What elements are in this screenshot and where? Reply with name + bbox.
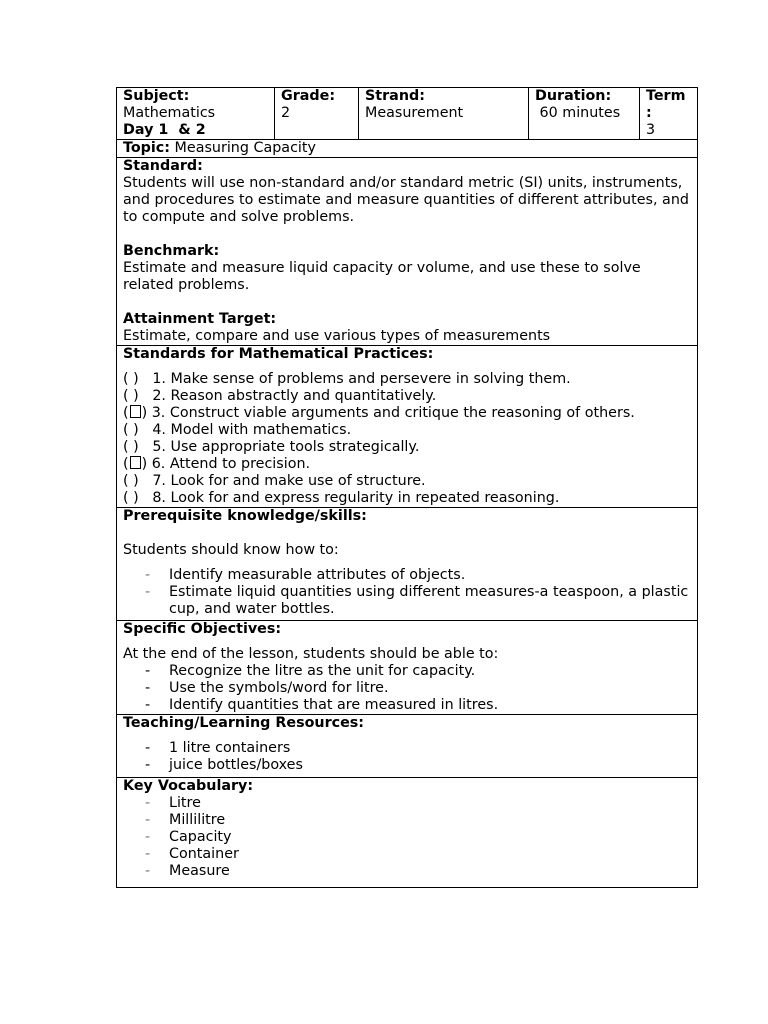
vocabulary-row	[117, 778, 698, 888]
prerequisite-label: Prerequisite knowledge/skills:	[123, 508, 367, 524]
vocabulary-list	[123, 795, 691, 880]
practice-item-checked: ( ) 3. Construct viable arguments and critique the reasoning of others.	[123, 405, 635, 421]
resources-label: Teaching/Learning Resources:	[123, 715, 365, 731]
practice-item: ( ) 2. Reason abstractly and quantitatively.	[123, 388, 437, 404]
list-item: - Capacity	[145, 829, 232, 845]
grade-value: 2	[281, 105, 291, 121]
prerequisite-list	[123, 567, 691, 618]
term-colon: :	[646, 105, 652, 121]
topic-value: Measuring Capacity	[170, 140, 316, 156]
list-item: - Identify quantities that are measured in litres.	[145, 697, 499, 713]
list-item: - juice bottles/boxes	[145, 757, 303, 773]
objectives-row	[117, 621, 698, 715]
strand-cell	[359, 88, 529, 140]
lesson-plan	[116, 87, 697, 888]
standard-label: Standard:	[123, 158, 203, 174]
strand-label: Strand:	[365, 88, 425, 104]
day-label: Day 1 & 2	[123, 122, 206, 138]
topic-row	[117, 140, 698, 158]
checkbox-icon	[130, 405, 141, 418]
subject-label: Subject:	[123, 88, 190, 104]
checkbox-icon	[130, 456, 141, 469]
lesson-plan-table	[116, 87, 698, 888]
header-row	[117, 88, 698, 140]
list-item: - Use the symbols/word for litre.	[145, 680, 389, 696]
topic-label: Topic:	[123, 140, 171, 156]
practice-item: ( ) 1. Make sense of problems and persevere in solving them.	[123, 371, 571, 387]
practice-item: ( ) 4. Model with mathematics.	[123, 422, 352, 438]
duration-label: Duration:	[535, 88, 612, 104]
objectives-intro: At the end of the lesson, students should be able to:	[123, 646, 499, 662]
duration-cell	[529, 88, 640, 140]
list-item: - 1 litre containers	[145, 740, 291, 756]
term-cell	[640, 88, 698, 140]
practices-label: Standards for Mathematical Practices:	[123, 346, 434, 362]
term-label: Term	[646, 88, 686, 104]
list-item: - Millilitre	[145, 812, 226, 828]
prerequisite-intro: Students should know how to:	[123, 542, 339, 558]
grade-label: Grade:	[281, 88, 336, 104]
standard-text: Students will use non-standard and/or standard metric (SI) units, instruments, and procedures to estimate and measure quantities of different attributes, and to compute and solve problems.	[123, 175, 689, 225]
practice-item-checked: ( ) 6. Attend to precision.	[123, 456, 311, 472]
attainment-text: Estimate, compare and use various types of measurements	[123, 328, 551, 344]
subject-value: Mathematics	[123, 105, 216, 121]
practice-item: ( ) 7. Look for and make use of structure.	[123, 473, 426, 489]
grade-cell	[275, 88, 359, 140]
objectives-label: Specific Objectives:	[123, 621, 282, 637]
term-value: 3	[646, 122, 656, 138]
subject-cell	[117, 88, 275, 140]
attainment-label: Attainment Target:	[123, 311, 277, 327]
benchmark-label: Benchmark:	[123, 243, 220, 259]
benchmark-text: Estimate and measure liquid capacity or volume, and use these to solve related problems.	[123, 260, 641, 293]
practice-item: ( ) 8. Look for and express regularity in repeated reasoning.	[123, 490, 560, 506]
standard-row	[117, 158, 698, 346]
prerequisite-row	[117, 508, 698, 621]
practice-item: ( ) 5. Use appropriate tools strategically.	[123, 439, 420, 455]
duration-value: 60 minutes	[535, 105, 621, 121]
practices-row	[117, 346, 698, 508]
resources-list	[123, 740, 691, 774]
list-item: - Recognize the litre as the unit for capacity.	[145, 663, 476, 679]
resources-row	[117, 715, 698, 778]
list-item: - Identify measurable attributes of objects.	[145, 567, 466, 583]
strand-value: Measurement	[365, 105, 464, 121]
objectives-list	[123, 663, 691, 714]
list-item: - Estimate liquid quantities using different measures-a teaspoon, a plastic cup, and water bottles.	[145, 584, 689, 617]
list-item: - Litre	[145, 795, 201, 811]
list-item: - Measure	[145, 863, 230, 879]
vocabulary-label: Key Vocabulary:	[123, 778, 254, 794]
list-item: - Container	[145, 846, 239, 862]
